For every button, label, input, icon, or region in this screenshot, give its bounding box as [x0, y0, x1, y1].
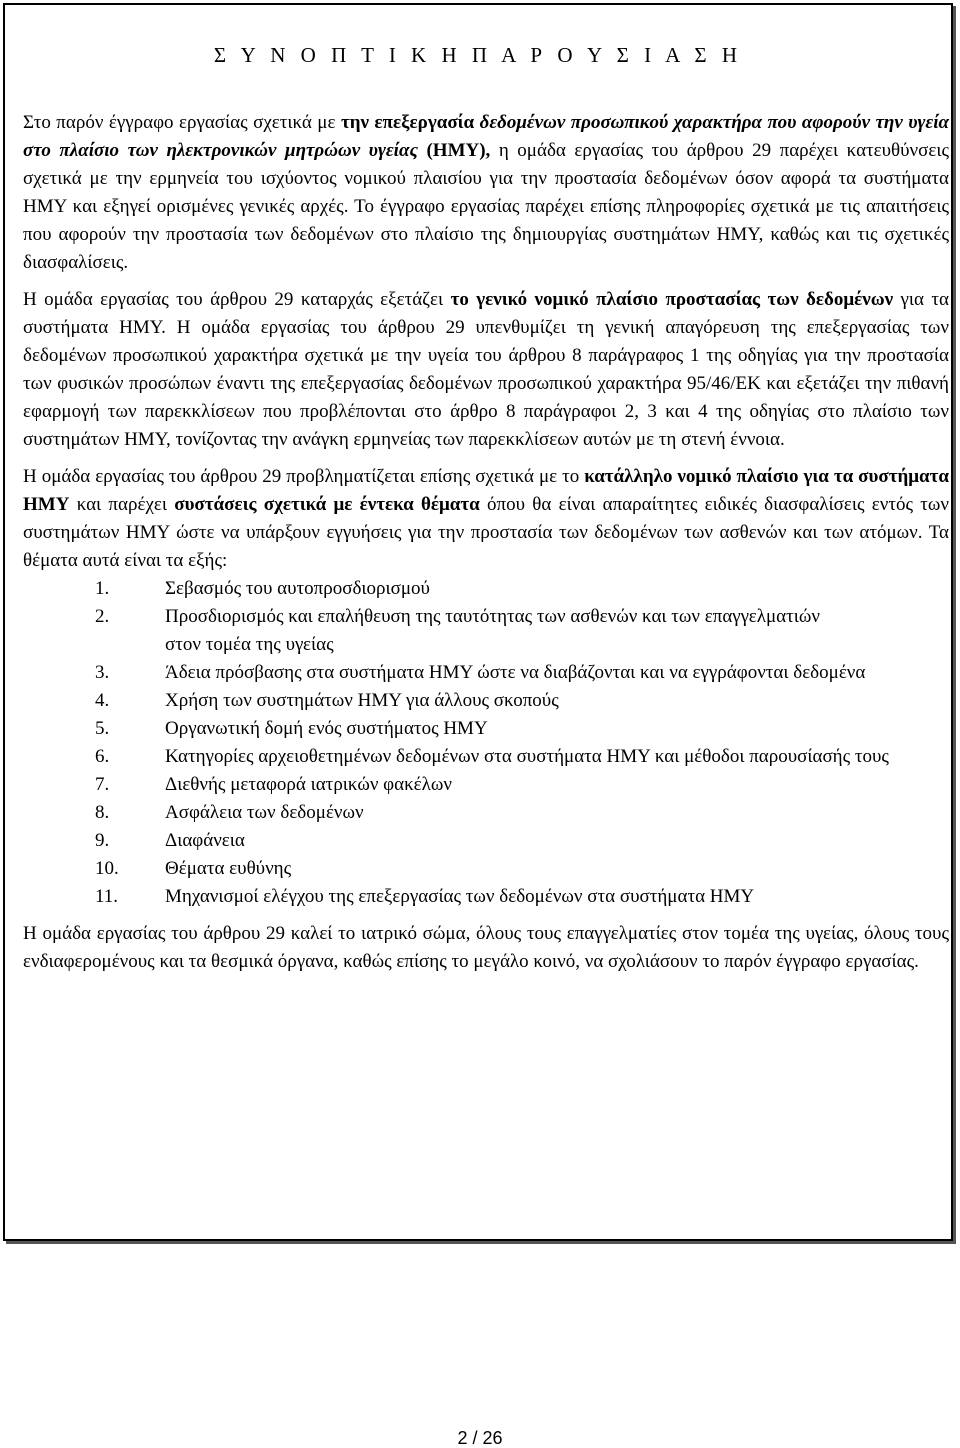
list-number: 4. [95, 690, 110, 711]
list-number: 1. [95, 578, 110, 599]
list-number: 10. [95, 858, 119, 879]
list-text [165, 743, 949, 771]
summary-box [3, 3, 953, 1241]
list-item-text: Χρήση των συστημάτων ΗΜΥ για άλλους σκοπούς [165, 690, 559, 711]
bold-run: το γενικό νομικό πλαίσιο προστασίας των δεδομένων [450, 289, 894, 310]
summary-content [23, 109, 949, 976]
list-number: 2. [95, 606, 110, 627]
paragraph-recommendations [23, 463, 949, 575]
list-text [165, 715, 949, 743]
list-item [23, 827, 949, 855]
list-item [23, 575, 949, 603]
text-run: και παρέχει [69, 494, 175, 515]
list-number: 5. [95, 718, 110, 739]
page-number [0, 1428, 960, 1448]
list-item-text: Διαφάνεια [165, 830, 245, 851]
list-text [165, 799, 949, 827]
list-item [23, 743, 949, 771]
list-item-text: Άδεια πρόσβασης στα συστήματα ΗΜΥ ώστε να διαβάζονται και να εγγράφονται δεδομένα [165, 662, 866, 683]
paragraph-legal-framework [23, 286, 949, 454]
list-number: 7. [95, 774, 110, 795]
list-item [23, 715, 949, 743]
list-item [23, 855, 949, 883]
list-item-text: Μηχανισμοί ελέγχου της επεξεργασίας των δεδομένων στα συστήματα ΗΜΥ [165, 886, 755, 907]
list-number: 9. [95, 830, 110, 851]
bold-italic-run: δεδομένων προσωπικού χαρακτήρα που αφορούν την υγεία στο πλαίσιο των ηλεκτρονικών μητρώων υγείας [23, 112, 950, 161]
bold-run: κατάλληλο νομικό πλαίσιο για τα συστήματα ΗΜΥ [23, 466, 949, 515]
list-item-text: Θέματα ευθύνης [165, 858, 292, 879]
list-number: 11. [95, 886, 119, 907]
list-text [165, 687, 949, 715]
list-item [23, 687, 949, 715]
list-item [23, 799, 949, 827]
paragraph-intro [23, 109, 949, 277]
list-number: 3. [95, 662, 110, 683]
text-run: Η ομάδα εργασίας του άρθρου 29 προβληματίζεται επίσης σχετικά με το [23, 466, 585, 487]
list-text [165, 771, 949, 799]
list-number: 8. [95, 802, 110, 823]
page-number-text: 2 / 26 [457, 1428, 503, 1448]
text-run: Η ομάδα εργασίας του άρθρου 29 καταρχάς εξετάζει [23, 289, 451, 310]
list-item [23, 883, 949, 911]
text-run: η ομάδα εργασίας του άρθρου 29 παρέχει κατευθύνσεις σχετικά με την ερμηνεία του ισχύοντος νομικού πλαισίου για την προστασία δεδομένων όσον αφορά τα συστήματα ΗΜΥ και εξηγεί ορισμένες γενικές αρχές. Το έγγραφο εργασίας παρέχει επίσης πληροφορίες σχετικά με τις απαιτήσεις που αφορούν την προστασία των δεδομένων στο πλαίσιο της δημιουργίας συστημάτων ΗΜΥ, καθώς και τις σχετικές διασφαλίσεις. [23, 140, 950, 273]
text-run: όπου θα είναι απαραίτητες ειδικές διασφαλίσεις εντός των συστημάτων ΗΜΥ ώστε να υπάρξουν εγγυήσεις για την προστασία των δεδομένων των ασθενών και των ατόμων. Τα θέματα αυτά είναι τα εξής: [23, 494, 949, 571]
bold-run: συστάσεις σχετικά με έντεκα θέματα [174, 494, 480, 515]
list-text [165, 827, 949, 855]
bold-run: (ΗΜΥ), [417, 140, 491, 161]
list-text [165, 659, 949, 687]
paragraph-call-for-comments: Η ομάδα εργασίας του άρθρου 29 καλεί το ιατρικό σώμα, όλους τους επαγγελματίες στον τομέα της υγείας, όλους τους ενδιαφερομένους και τα θεσμικά όργανα, καθώς επίσης το μεγάλο κοινό, να σχολιάσουν το παρόν έγγραφο εργασίας. [23, 923, 949, 972]
list-item-text: Σεβασμός του αυτοπροσδιορισμού [165, 578, 430, 599]
bold-run: την επεξεργασία [340, 112, 475, 133]
list-item-continuation: στον τομέα της υγείας [165, 634, 334, 655]
list-text [165, 855, 949, 883]
list-item-text: Προσδιορισμός και επαλήθευση της ταυτότητας των ασθενών και των επαγγελματιών [165, 606, 820, 627]
text-run: για τα συστήματα ΗΜΥ. Η ομάδα εργασίας του άρθρου 29 υπενθυμίζει τη γενική απαγόρευση της επεξεργασίας των δεδομένων προσωπικού χαρακτήρα σχετικά με την υγεία του άρθρου 8 παράγραφος 1 της οδηγίας για την προστασία των φυσικών προσώπων έναντι της επεξεργασίας δεδομένων προσωπικού χαρακτήρα 95/46/ΕΚ και εξετάζει την πιθανή εφαρμογή των παρεκκλίσεων που προβλέπονται στο άρθρο 8 παράγραφοι 2, 3 και 4 της οδηγίας στο πλαίσιο των συστημάτων ΗΜΥ, τονίζοντας την ανάγκη ερμηνείας των παρεκκλίσεων αυτών με τη στενή έννοια. [23, 289, 949, 450]
list-item [23, 771, 949, 799]
list-item-text: Ασφάλεια των δεδομένων [165, 802, 364, 823]
list-text [165, 575, 949, 603]
list-item-text: Κατηγορίες αρχειοθετημένων δεδομένων στα συστήματα ΗΜΥ και μέθοδοι παρουσίασής τους [165, 746, 889, 767]
list-number: 6. [95, 746, 110, 767]
summary-title: Σ Υ Ν Ο Π Τ Ι Κ Η Π Α Ρ Ο Υ Σ Ι Α Σ Η [213, 43, 743, 67]
list-text [165, 883, 949, 911]
topics-list [23, 575, 949, 911]
text-run: Στο παρόν έγγραφο εργασίας σχετικά με [23, 112, 341, 133]
list-item-text: Οργανωτική δομή ενός συστήματος ΗΜΥ [165, 718, 488, 739]
list-item [23, 603, 949, 659]
list-item [23, 659, 949, 687]
list-item-text: Διεθνής μεταφορά ιατρικών φακέλων [165, 774, 452, 795]
list-text [165, 603, 949, 659]
